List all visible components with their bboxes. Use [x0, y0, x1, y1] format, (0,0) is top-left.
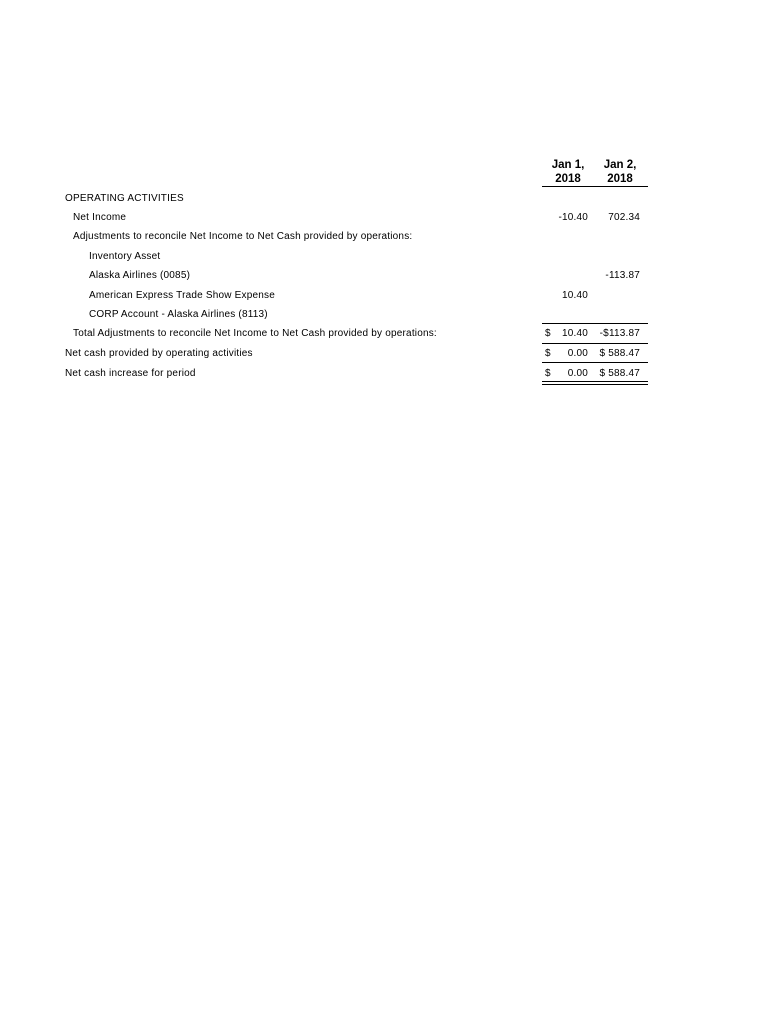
value-cell-jan-2 — [594, 366, 644, 382]
column-header-line: Jan 1, — [551, 159, 585, 171]
value-cell-jan-1 — [542, 366, 592, 382]
value-cell-jan-2 — [594, 210, 644, 226]
subtotal-rule — [542, 362, 648, 363]
row-label: Inventory Asset — [89, 251, 161, 262]
row-value: $ 588.47 — [599, 368, 640, 379]
table-row — [0, 326, 768, 342]
column-header-jan-2 — [597, 158, 643, 186]
total-double-rule — [542, 381, 648, 385]
row-label: American Express Trade Show Expense — [89, 290, 275, 301]
currency-symbol: $ — [545, 368, 551, 379]
row-value: -10.40 — [558, 212, 588, 223]
value-cell-jan-2 — [594, 346, 644, 362]
subtotal-rule — [542, 343, 648, 344]
value-cell-jan-1 — [542, 288, 592, 304]
value-cell-jan-1 — [542, 326, 592, 342]
row-label: Net Income — [73, 212, 127, 223]
row-value: 0.00 — [567, 368, 588, 379]
row-label: Adjustments to reconcile Net Income to Net Cash provided by operations: — [73, 231, 413, 242]
row-label: Total Adjustments to reconcile Net Income to Net Cash provided by operations: — [73, 328, 437, 339]
row-value: 702.34 — [608, 212, 640, 223]
row-value: 10.40 — [561, 290, 588, 301]
column-header-jan-1 — [545, 158, 591, 186]
table-row — [0, 210, 768, 226]
section-heading: OPERATING ACTIVITIES — [65, 193, 184, 204]
column-header-line: 2018 — [607, 173, 633, 185]
value-cell-jan-2 — [594, 326, 644, 342]
row-label: Net cash increase for period — [65, 368, 196, 379]
column-header-line: 2018 — [555, 173, 581, 185]
currency-symbol: $ — [545, 348, 551, 359]
row-label: Net cash provided by operating activities — [65, 348, 253, 359]
column-header-line: Jan 2, — [603, 159, 637, 171]
row-value: -113.87 — [605, 270, 640, 281]
table-row — [0, 288, 768, 304]
table-row — [0, 346, 768, 362]
row-label: Alaska Airlines (0085) — [89, 270, 191, 281]
section-heading-row — [0, 191, 768, 207]
value-cell-jan-1 — [542, 346, 592, 362]
table-row — [0, 366, 768, 382]
currency-symbol: $ — [545, 328, 551, 339]
row-value: 10.40 — [561, 328, 588, 339]
table-row — [0, 307, 768, 323]
table-row — [0, 268, 768, 284]
value-cell-jan-1 — [542, 210, 592, 226]
row-value: -$113.87 — [599, 328, 640, 339]
row-value: 0.00 — [567, 348, 588, 359]
value-cell-jan-2 — [594, 268, 644, 284]
row-label: CORP Account - Alaska Airlines (8113) — [89, 309, 268, 320]
header-divider — [542, 186, 648, 187]
table-row — [0, 229, 768, 245]
row-value: $ 588.47 — [599, 348, 640, 359]
table-row — [0, 249, 768, 265]
subtotal-rule — [542, 323, 648, 324]
